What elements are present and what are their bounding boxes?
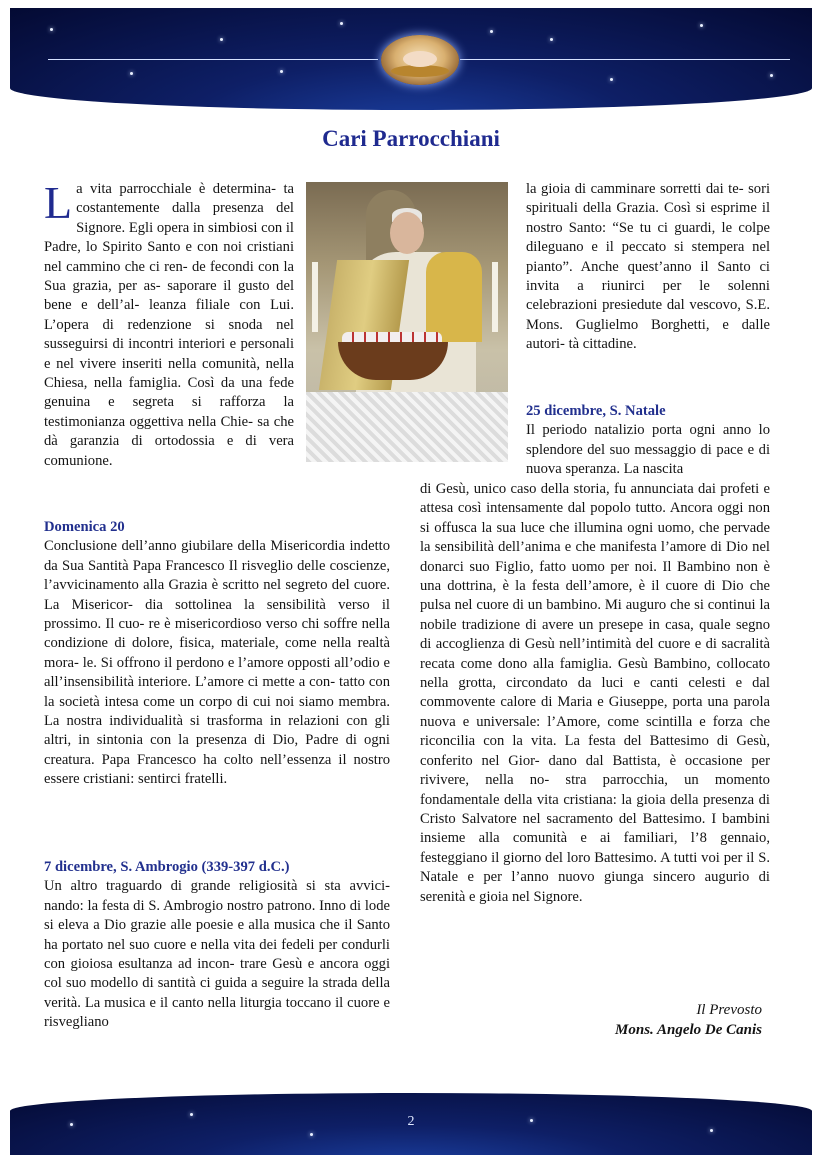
natale-body <box>420 480 770 907</box>
header-starry-band <box>10 8 812 110</box>
text-line: di dolore, fisica, materiale, come nella realtà mora- <box>44 635 390 671</box>
text-line: Così si esprime il nostro Santo: <box>526 200 771 236</box>
text-line: Conclusione dell’anno giubilare della Misericordia <box>44 538 345 555</box>
text-line: siamo membra. La nostra individualità si trasforma <box>44 693 390 730</box>
text-line: con il Padre, lo Spirito Santo e con <box>44 219 294 256</box>
text-line: Ancora oggi non si offusca la sua luce che illumina <box>420 500 770 536</box>
drop-cap: L <box>44 177 73 228</box>
text-line: la gioia di camminare sorretti dai te- <box>526 181 744 197</box>
text-line: come dono alla famiglia. Gesù Bambino, collocato <box>460 655 770 672</box>
text-line: sincero augurio di serenità e gioia nel Signore. <box>420 869 770 905</box>
text-line: avere un presepe in casa, quale segno di accoglienza <box>420 616 770 653</box>
text-line: testimonianza oggettiva nella Chie- <box>44 413 253 430</box>
section-domenica <box>44 518 390 790</box>
text-line: pace e di nuova speranza. La nascita <box>526 441 770 478</box>
text-line: tà cittadine. <box>568 336 637 353</box>
text-line: trare Gesù e ancora oggi col suo modello di santità <box>44 956 391 992</box>
text-line: de fecondi con la Sua grazia, per as- <box>44 258 294 295</box>
text-line: cristiana: la gioia della presenza di Cristo Salvatore <box>420 791 770 827</box>
header-rule-left <box>48 59 378 60</box>
text-line: dia sottolinea la sensibilità verso il prossimo. Il cuo- <box>44 596 390 633</box>
text-line: è la festa dell’amore, è il cuore di Dio che pulsa nel <box>420 578 770 614</box>
text-line: colto nell’essenza il nostro essere cristiani: sentirci <box>44 751 390 788</box>
text-line: fatto uomo per noi. Il Bambino non è una dottrina, <box>420 558 770 595</box>
text-line: di lode si eleva a Dio grazie alle poesie e alla musica <box>44 897 390 934</box>
priest-at-altar-photo <box>306 182 508 462</box>
text-line: nel sacramento del Battesimo. I bambini insieme <box>420 810 770 847</box>
text-line: leanza filiale con Lui. L’opera di <box>44 297 294 333</box>
text-line: il giorno del loro Battesimo. <box>491 849 658 866</box>
text-line: fede genuina e segreta si rafforza la <box>44 375 294 411</box>
signature-name: Mons. Angelo De Canis <box>615 1022 762 1038</box>
text-line: Guglielmo Borghetti, e dalle autori- <box>526 316 770 353</box>
text-line: ta costantemente dalla presenza <box>76 181 294 217</box>
header-rule-right <box>460 59 790 60</box>
text-line: dano dal Battista, è occasione per rivivere, nella no- <box>420 752 770 789</box>
text-line: alla comunità e ai familiari, l’8 gennaio, festeggiano <box>420 830 770 866</box>
text-line: di Dio, Padre di ogni creatura. Papa Francesco ha <box>44 732 390 768</box>
signature-role: Il Prevosto <box>696 1002 762 1018</box>
text-line: fratelli. <box>184 771 228 788</box>
page-number: 2 <box>407 1114 415 1129</box>
text-line: ogni uomo, che pervade la sensibilità dell’anima e <box>420 519 770 556</box>
text-line: noi cristiani nel cammino che ci ren- <box>44 239 295 275</box>
text-line: Chiesa, nella famiglia. Così da una <box>44 375 263 392</box>
intro-paragraph <box>44 177 295 471</box>
text-line: sa che dà garanzia di ortodossia e di <box>44 413 294 450</box>
text-line: nella grotta, circondato da luci e canti celesti e dal <box>420 675 770 692</box>
text-line: del Signore. Egli opera in simbiosi <box>76 200 294 236</box>
text-line: La festa del Battesimo di Gesù, conferito nel Gior- <box>420 733 770 769</box>
text-line: tatto con la società intesa come un corpo di cui noi <box>44 674 390 710</box>
section-heading: 7 dicembre, S. Ambrogio (339-397 d.C.) <box>44 859 290 875</box>
page-title: Cari Parrocchiani <box>322 126 500 151</box>
text-line: profeti e attesa così intensamente dal popolo tutto. <box>420 481 770 517</box>
section-ambrogio <box>44 858 390 1033</box>
text-line: parola nuova e universale: l’Amore, come scintilla e <box>420 694 770 730</box>
text-line: vera comunione. <box>44 433 295 469</box>
text-line: nando: la festa di S. Ambrogio nostro patrono. Inno <box>44 897 346 914</box>
ambrogio-continuation <box>526 180 770 355</box>
text-line: indetto da Sua Santità Papa Francesco <box>44 538 390 574</box>
text-line: presiedute dal vescovo, S.E. Mons. <box>526 297 771 333</box>
text-line: stra parrocchia, un momento fondamentale della vita <box>420 772 770 808</box>
section-heading: 25 dicembre, S. Natale <box>526 403 666 419</box>
text-line: Mi auguro che si continui la nobile tradizione di <box>420 597 770 633</box>
text-line: lo splendore del suo messaggio di <box>526 422 770 458</box>
text-line: e il peccato si stempera nel pianto”. <box>526 239 770 275</box>
text-line: il canto nella liturgia toccano il cuore e risvegliano <box>44 994 390 1031</box>
text-line: “Se tu ci guardi, le colpe dileguano <box>526 219 770 256</box>
text-line: di Gesù nell’intimità del cuore e di sacralità recata <box>420 636 770 672</box>
text-line: e all’insensibilità interiore. L’amore ci mette a con- <box>44 654 391 691</box>
text-line: cuore di un bambino. <box>476 597 601 614</box>
text-line: ci guida a seguire la strada della verità. La musica e <box>44 975 390 1011</box>
text-line: vivere inseriti nella comunità, nella <box>79 355 294 372</box>
text-line: saporare il gusto del bene e dell’al- <box>44 278 295 314</box>
text-line: Il risveglio delle coscienze, l’avvicinamento alla <box>44 557 390 594</box>
text-line: fedeli per condurli con gioiosa esultanza ad incon- <box>44 936 390 973</box>
text-line: di incontri interiori e personali e nel <box>44 336 294 372</box>
text-line: redenzione si snoda nel susseguirsi <box>44 316 294 353</box>
text-line: in relazioni con gli altri, in sintonia con la presenza <box>44 713 390 749</box>
text-line: A tutti voi per il S. Natale e per l’anno nuovo giunga <box>420 849 770 886</box>
text-line: di Gesù, unico caso della storia, fu annunciata dai <box>420 481 716 497</box>
section-natale <box>526 402 770 480</box>
section-heading: Domenica 20 <box>44 519 125 535</box>
text-line: che manifesta l’amore di Dio nel donarci suo Figlio, <box>420 539 770 575</box>
text-line: forza che riconcilia con la vita. <box>420 713 771 750</box>
text-line: Un altro traguardo di grande religiosità si sta avvici- <box>44 878 390 895</box>
text-line: che il Santo ha portato nel suo cuore e nella vita dei <box>44 917 390 953</box>
text-line: a riunirci per le solenni celebrazioni <box>526 278 770 314</box>
nativity-emblem <box>381 35 459 85</box>
text-line: Anche quest’anno il Santo ci invita <box>526 258 770 295</box>
text-line: le. Si offrono il perdono e l’amore opposti all’odio <box>82 654 380 671</box>
text-line: sori spirituali della Grazia. <box>526 181 770 217</box>
text-line: commovente calore di Maria e Giuseppe, porta una <box>420 694 729 711</box>
text-line: a vita parrocchiale è determina- <box>76 181 277 197</box>
text-line: re è misericordioso verso chi soffre nella condizione <box>44 616 390 652</box>
text-line: Grazia è scritto nel segreto del cuore. La Misericor- <box>44 577 390 613</box>
text-line: Il periodo natalizio porta ogni anno <box>526 422 752 439</box>
